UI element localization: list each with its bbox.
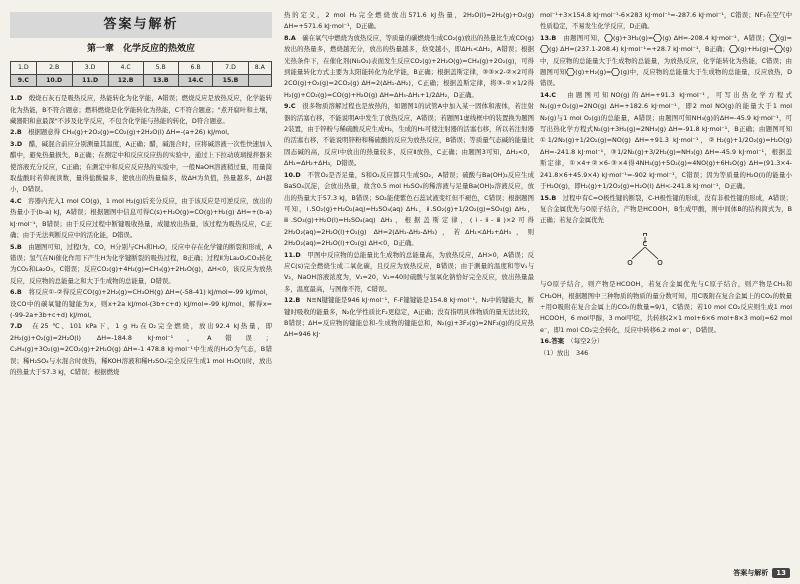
question-number: 2.B	[10, 128, 29, 137]
atom-label: O	[657, 258, 663, 267]
column-2-body	[284, 10, 534, 341]
question-explanation	[540, 279, 792, 336]
explanation-text: 由题图可知，过程Ⅰ为，CO，H分别与CH₄和H₂O，反应中存在化学键的断裂和形成，A错误；氢气在Ni催化作用下产生H为化学键断裂的吸热过程，B正确；过程Ⅱ为La₂O₂CO₃转化为CO₂和La₂O₃，C错误；反应CO₂(g)+4H₂(g)=CH₄(g)+2H₂O(g)，ΔH<0，该反应为放热反应，反应物的总能量之和大于生成物的总能量，D错误。	[10, 242, 272, 285]
answer-cell: 15.B	[213, 74, 248, 86]
question-explanation	[10, 287, 272, 321]
answer-cell: 2.B	[36, 62, 72, 74]
question-explanation	[10, 93, 272, 127]
answer-row-1	[11, 62, 272, 74]
answer-cell	[248, 74, 271, 86]
explanation-text: 在25 ℃、101 kPa下，1 g H₂在O₂完全燃烧，放出92.4 kJ热量，即2H₂(g)+O₂(g)=2H₂O(l) ΔH=-184.8 kJ·mol⁻¹，A错误；C₂H₄(g)+3O₂(g)=2CO₂(g)+2H₂O(g) ΔH=-1 478.8 kJ·mol⁻¹中生成的H₂O为气态，B错误；稀H₂SO₄与水混合时放热，稀KOH溶液和稀H₂SO₄完全反应生成1 mol H₂O(l)时，放出的热量大于57.3 kJ，C错误；根据燃烧	[10, 322, 272, 376]
benzene-ring-icon	[540, 45, 549, 53]
question-number: 8.A	[284, 33, 303, 42]
question-explanation	[284, 295, 534, 341]
question-number: 7.D	[10, 322, 33, 331]
answer-cell: 1.D	[11, 62, 37, 74]
explanation-text: mol⁻¹+3×154.8 kJ·mol⁻¹-6×283 kJ·mol⁻¹=-287.6 kJ·mol⁻¹，C错误；NF₃在空气中性质稳定，不易发生化学反应，D正确。	[540, 11, 792, 31]
answer-cell: 11.D	[72, 74, 108, 86]
question-number: 9.C	[284, 102, 303, 111]
question-number: 3.D	[10, 139, 29, 148]
question-number: 6.B	[10, 288, 29, 297]
explanation-text: （1）放出 346	[540, 348, 589, 357]
question-number: 10.D	[284, 170, 308, 179]
answer-cell: 10.D	[36, 74, 72, 86]
question-explanation	[284, 101, 534, 169]
answer-cell: 5.B	[143, 62, 178, 74]
question-number: 1.D	[10, 94, 29, 103]
question-number: 16.答案	[540, 337, 571, 346]
explanation-text: 碳在氧气中燃烧为放热反应，等质量的碳燃烧生成CO₂(g)放出的热量比生成CO(g)放出的热量多，燃烧越充分，放出的热量越多，焓变越小，即ΔH₁<ΔH₂，A错误；根据光热条件下，在催化剂(Ni₂O₃)表面发生反应CO₂(g)+2H₂O(g)=CH₄(g)+2O₂(g)，可得到能量转化方式主要为太阳能转化为化学能，B正确；根据盖斯定律，③③×2-②×2可得2CO(g)+O₂(g)=2CO₂(g) ΔH=2(ΔH₁-ΔH₂)，C正确；根据盖斯定律，将③-②×1/2得H₂(g)+CO₂(g)=CO(g)+H₂O(g) ΔH=ΔH₃-ΔH₁+1/2ΔH₂，D正确。	[284, 33, 534, 99]
explanation-text: ，B正确；若复合金属优先	[540, 204, 792, 225]
intermediate-b-structure	[610, 233, 680, 269]
question-explanation	[10, 139, 272, 196]
chapter-title: 第一章 化学反应的热效应	[86, 44, 195, 54]
explanation-text: 将反应①-②得反应CO(g)+2H₂(g)=CH₃OH(g) ΔH=(-58-41) kJ/mol=-99 kJ/mol，设CO中的碳氧键的键能为x，则x+2a kJ/mol-(3b+c+d) kJ/mol=-99 kJ/mol，解得x=(-99-2a+3b+c+d) kJ/mol。	[10, 288, 272, 319]
answer-cell: 14.C	[178, 74, 213, 86]
question-number: 5.B	[10, 242, 29, 251]
explanation-text: （每空2分）	[570, 337, 604, 346]
atom-label: H	[642, 232, 648, 238]
answer-cell: 9.C	[11, 74, 37, 86]
question-explanation	[10, 321, 272, 378]
answer-table	[10, 61, 272, 87]
answer-cell: 13.B	[143, 74, 178, 86]
answer-cell: 3.D	[72, 62, 108, 74]
benzene-ring-icon	[729, 45, 738, 53]
question-explanation	[540, 336, 792, 347]
question-explanation	[540, 10, 792, 33]
question-number: 12.B	[284, 296, 307, 305]
answer-cell: 8.A	[248, 62, 271, 74]
question-explanation	[10, 127, 272, 138]
bond-line	[645, 247, 658, 259]
page-number: 13	[772, 568, 790, 578]
page-footer	[733, 568, 790, 578]
explanation-text: 很多物质溶解过程也是放热的，如题图1的试管A中加入某一固体和液体，若注射器的活塞右移，不能说明A中发生了放热反应，A错误；若题图1虚线框中的装置换为题图2装置，由于锌粉与稀硫酸反应生成H₂，生成的H₂可使注射器的活塞右移，所以若注射器的活塞右移，不能说明锌粉和稀硫酸的反应为放热反应，B错误；等质量气态碱的能量比固态碱的高，反应Ⅰ中放出的热量较多，反应Ⅱ放热，C正确；由题图3可知，ΔH₂<0，ΔH₁=ΔH₂+ΔH₃，D错误。	[284, 102, 534, 168]
question-explanation	[540, 33, 792, 90]
benzene-ring-icon	[604, 34, 613, 42]
column-2	[284, 10, 534, 556]
question-explanation	[10, 196, 272, 242]
explanation-text: 与O原子结合，则产物是HCOOH，若复合金属优先与C原子结合，则产物是CH₃和CH₂OH，根据题图中三种物质的物质的量分数可知，用C吸附在复合金属上的CO₂的数量÷用O吸附在复合金属上的CO₂的数量≈9/1，C错误；若10 mol CO₂反应则生成1 mol HCOOH，6 mol甲醇，3 mol甲烷，共转移(2×1 mol+6×6 mol+8×3 mol)=62 mol e⁻，即1 mol CO₂完全转化，反应中转移6.2 mol e⁻，D错误。	[540, 280, 792, 334]
question-explanation	[284, 170, 534, 250]
footer-label: 答案与解析	[733, 569, 769, 577]
column-1	[10, 10, 272, 556]
bond-line	[632, 247, 645, 259]
question-explanation	[540, 193, 792, 227]
answer-cell: 6.B	[178, 62, 213, 74]
answer-banner: 答案与解析	[10, 12, 272, 38]
answer-cell: 12.B	[108, 74, 143, 86]
explanation-text: 甲图中反应物的总能量比生成物的总能量高，为放热反应，ΔH>0，A错误；反应C(s)完全燃烧生成二氧化碳，且反应为放热反应，B错误；由于测量的温度和等V₁与V₂，NaOH溶液浓度为，V₁=20，V₂=40时硫酸与氢氧化钠恰好完全反应，放出热量最多，温度最高，与图像不符，C错误。	[284, 250, 534, 293]
question-number: 14.C	[540, 90, 568, 99]
question-number: 13.B	[540, 33, 564, 42]
question-explanation	[540, 348, 792, 359]
explanation-text: 由题图可知， (g)+3H₂(g)= (g) ΔH=-208.4 kJ·mol⁻¹，A错误； (g)=(g) ΔH=(237.1-208.4) kJ·mol⁻¹=+28.7 kJ·mol⁻¹，B正确； (g)+H₂(g)= (g)中，反应物的总能量大于生成物的总能量，为放热反应，化学能转化为热能，C错误；由题图可知 (g)+H₂(g)= (g)中，反应物的总能量大于生成物的总能量，反应放热，D错误。	[540, 33, 792, 88]
benzene-ring-icon	[653, 34, 662, 42]
explanation-text: 热的定义，2 mol H₂完全燃烧放出571.6 kJ热量，2H₂O(l)=2H₂(g)+O₂(g) ΔH=+571.6 kJ·mol⁻¹，D正确。	[284, 11, 534, 31]
explanation-text: 由题图可知NO(g)的ΔH=+91.3 kJ·mol⁻¹，可写出热化学方程式N₂(g)+O₂(g)=2NO(g) ΔH=+182.6 kJ·mol⁻¹，即2 mol NO(g)的能量大于1 mol N₂(g)与1 mol O₂(g)的总能量，A错误；由题图可知NH₃(g)的ΔH=-45.9 kJ·mol⁻¹，可写出热化学方程式N₂(g)+3H₂(g)=2NH₃(g) ΔH=-91.8 kJ·mol⁻¹，B正确；由题图可知①1/2N₂(g)+1/2O₂(g)=NO(g) ΔH=+91.3 kJ·mol⁻¹，②H₂(g)+1/2O₂(g)=H₂O(g) ΔH=-241.8 kJ·mol⁻¹，③1/2N₂(g)+3/2H₂(g)=NH₃(g) ΔH=-45.9 kJ·mol⁻¹，根据盖斯定律，①×4+②×6-③×4得4NH₃(g)+5O₂(g)=4NO(g)+6H₂O(g) ΔH=(91.3×4-241.8×6+45.9×4) kJ·mol⁻¹=-902 kJ·mol⁻¹，C错误；因为等质量的H₂O(l)的能量小于H₂O(g)，即H₂(g)+1/2O₂(g)=H₂O(l) ΔH<-241.8 kJ·mol⁻¹，D正确。	[540, 90, 792, 191]
column-3-body	[540, 10, 792, 359]
atom-label: O	[627, 258, 633, 267]
question-number: 15.B	[540, 193, 563, 202]
explanation-text: N≡N键键能是946 kJ·mol⁻¹，F-F键键能是154.8 kJ·mol⁻¹，N₂中的键能大，断键时吸收的能量多，N₂化学性质比F₂更稳定，A正确；没有指明具体物质的量无法比较，B错误；ΔH=反应物的键能总和-生成物的键能总和，N₂(g)+3F₂(g)=2NF₃(g)的反应热ΔH=946 kJ·	[284, 296, 534, 339]
question-explanation	[284, 250, 534, 296]
explanation-text: 根据题意得 CH₄(g)+2O₂(g)=CO₂(g)+2H₂O(l) ΔH=-(a+26) kJ/mol。	[28, 128, 234, 137]
column-3	[540, 10, 792, 556]
explanation-text: 不管O₂是否足量，S和O₂反应都只生成SO₂，A错误；硫酸与Ba(OH)₂反应生成BaSO₄沉淀，会放出热量，故含0.5 mol H₂SO₄的稀溶液与足量Ba(OH)₂溶液反应，放出的热量大于57.3 kJ，B错误；SO₂能使紫色石蕊试液变红但不褪色，C错误；根据题图可知，ⅰ.SO₂(g)+H₂O₂(aq)=H₂SO₄(aq) ΔH₁，ⅱ.SO₂(g)+1/2O₂(g)=SO₃(g) ΔH₂，ⅲ.SO₃(g)+H₂O(l)=H₂SO₄(aq) ΔH₃，根据盖斯定律，(ⅰ-ⅱ-ⅲ)×2可得2H₂O₂(aq)=2H₂O(l)+O₂(g) ΔH=2(ΔH₁-ΔH₂-ΔH₃)，若ΔH₁<ΔH₂+ΔH₃，则2H₂O₂(aq)=2H₂O(l)+O₂(g) ΔH<0，D正确。	[284, 170, 534, 248]
question-explanation	[10, 242, 272, 288]
question-number: 11.D	[284, 250, 308, 259]
explanation-text: 容器内充入1 mol CO(g)，1 mol H₂(g)后充分反应，由于该反应是可逆反应，放出的热量小于(b-a) kJ，A错误；根据题图中信息可得C(s)+H₂O(g)=CO(g)+H₂(g) ΔH=+(b-a) kJ·mol⁻¹，B错误；由于反应过程中断键吸收热量，成键放出热量，该过程为吸热反应，C正确；由于无法判断反应中的活化能，D错误。	[10, 196, 272, 240]
answer-row-2	[11, 74, 272, 86]
question-explanation	[284, 10, 534, 33]
question-explanation	[284, 33, 534, 101]
answer-cell: 4.C	[108, 62, 143, 74]
explanation-text: 过程中有C=O极性键的断裂，C-H极性键的形成，没有非极性键的形成，A错误；复合金属优先与O原子结合，产物是HCOOH，B生成甲酸，则中间体B的结构简式为	[540, 193, 792, 213]
answer-cell: 7.D	[213, 62, 248, 74]
atom-label: C	[642, 239, 648, 248]
benzene-ring-icon	[611, 68, 620, 76]
explanation-text: 醋，碱混合前应分别测量其温度，A正确；醋，碱混合时，应将碱溶液一次性快速加入醋中，避免热量损失，B正确；在测定中和反应反应热的实验中，通过上下拉动玻璃搅拌器来使溶液充分反应，C正确；在测定中和反应反应热的实验中，一般NaOH溶液稍过量，用量筒取盐酸时若仰视读数，量得盐酸偏多，使放出的热量偏多，故ΔH为负值，热量越多，ΔH越小，D错误。	[10, 139, 272, 194]
explanation-text: 煅烧石灰石是吸热反应，热能转化为化学能，A错误；燃烧反应是放热反应，化学能转化为热能，B不符合题意；燃料燃烧是化学能转化为热能，C不符合题意；"煮开腐叶和土壤，藏器阳和意最深"不涉及化学反应，不包含化学能与热能的转化，D符合题意。	[10, 94, 272, 126]
benzene-ring-icon	[769, 34, 778, 42]
column-1-body	[10, 93, 272, 378]
benzene-ring-icon	[774, 45, 783, 53]
question-explanation	[540, 90, 792, 193]
benzene-ring-icon	[566, 68, 575, 76]
question-number: 4.C	[10, 196, 29, 205]
